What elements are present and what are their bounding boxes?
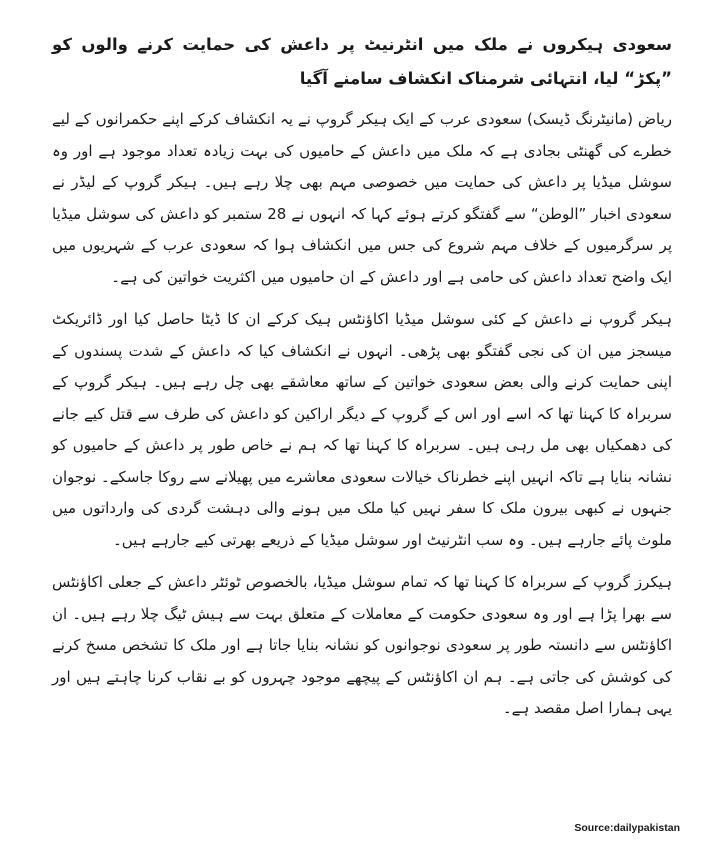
- source-credit: Source:dailypakistan: [574, 822, 680, 834]
- article: [52, 28, 672, 736]
- article-paragraph-1: ریاض (مانیٹرنگ ڈیسک) سعودی عرب کے ایک ہیکر گروپ نے یہ انکشاف کرکے اپنے حکمرانوں کے لیے خطرے کی گھنٹی بجادی ہے کہ ملک میں داعش کے حامیوں کی بہت زیادہ تعداد موجود ہے اور وہ سوشل میڈیا پر داعش کی حمایت میں خصوصی مہم بھی چلا رہے ہیں۔ ہیکر گروپ کے لیڈر نے سعودی اخبار ”الوطن“ سے گفتگو کرتے ہوئے کہا کہ انہوں نے 28 ستمبر کو داعش کی سوشل میڈیا پر سرگرمیوں کے خلاف مہم شروع کی جس میں انکشاف ہوا کہ سعودی عرب کے شہریوں میں ایک واضح تعداد داعش کی حامی ہے اور داعش کے ان حامیوں میں اکثریت خواتین کی ہے۔: [52, 110, 672, 286]
- article-paragraph-3: ہیکرز گروپ کے سربراہ کا کہنا تھا کہ تمام سوشل میڈیا، بالخصوص ٹوئٹر داعش کے جعلی اکاﺅنٹس سے بھرا پڑا ہے اور وہ سعودی حکومت کے معاملات کے متعلق بہت سے ہیش ٹیگ چلا رہے ہیں۔ ان اکاﺅنٹس سے دانستہ طور پر سعودی نوجوانوں کو نشانہ بنایا جاتا ہے اور ملک کا تشخص مسخ کرنے کی کوشش کی جاتی ہے۔ ہم ان اکاﺅنٹس کے پیچھے موجود چہروں کو بے نقاب کرنا چاہتے ہیں اور یہی ہمارا اصل مقصد ہے۔: [52, 573, 672, 717]
- article-headline: سعودی ہیکروں نے ملک میں انٹرنیٹ پر داعش کی حمایت کرنے والوں کو ”پکڑ“ لیا، انتہائی شرمناک انکشاف سامنے آگیا: [52, 35, 672, 88]
- article-paragraph-2: ہیکر گروپ نے داعش کے کئی سوشل میڈیا اکاﺅنٹس ہیک کرکے ان کا ڈیٹا حاصل کیا اور ڈائریکٹ میسجز میں ان کی نجی گفتگو بھی پڑھی۔ انہوں نے انکشاف کیا کہ داعش کے شدت پسندوں کے اپنی حمایت کرنے والی بعض سعودی خواتین کے ساتھ معاشقے بھی چل رہے ہیں۔ ہیکر گروپ کے سربراہ کا کہنا تھا کہ اسے اور اس کے گروپ کے دیگر اراکین کو داعش کی طرف سے قتل کیے جانے کی دھمکیاں بھی مل رہی ہیں۔ سربراہ کا کہنا تھا کہ ہم نے خاص طور پر داعش کے حامیوں کو نشانہ بنایا ہے تاکہ انہیں اپنے خطرناک خیالات سعودی معاشرے میں پھیلانے سے روکا جاسکے۔ نوجوان جنہوں نے کبھی بیرون ملک کا سفر نہیں کیا ملک میں ہونے والی دہشت گردی کی وارداتوں میں ملوث پائے جارہے ہیں۔ وہ سب انٹرنیٹ اور سوشل میڈیا کے ذریعے بھرتی کیے جارہے ہیں۔: [52, 310, 672, 549]
